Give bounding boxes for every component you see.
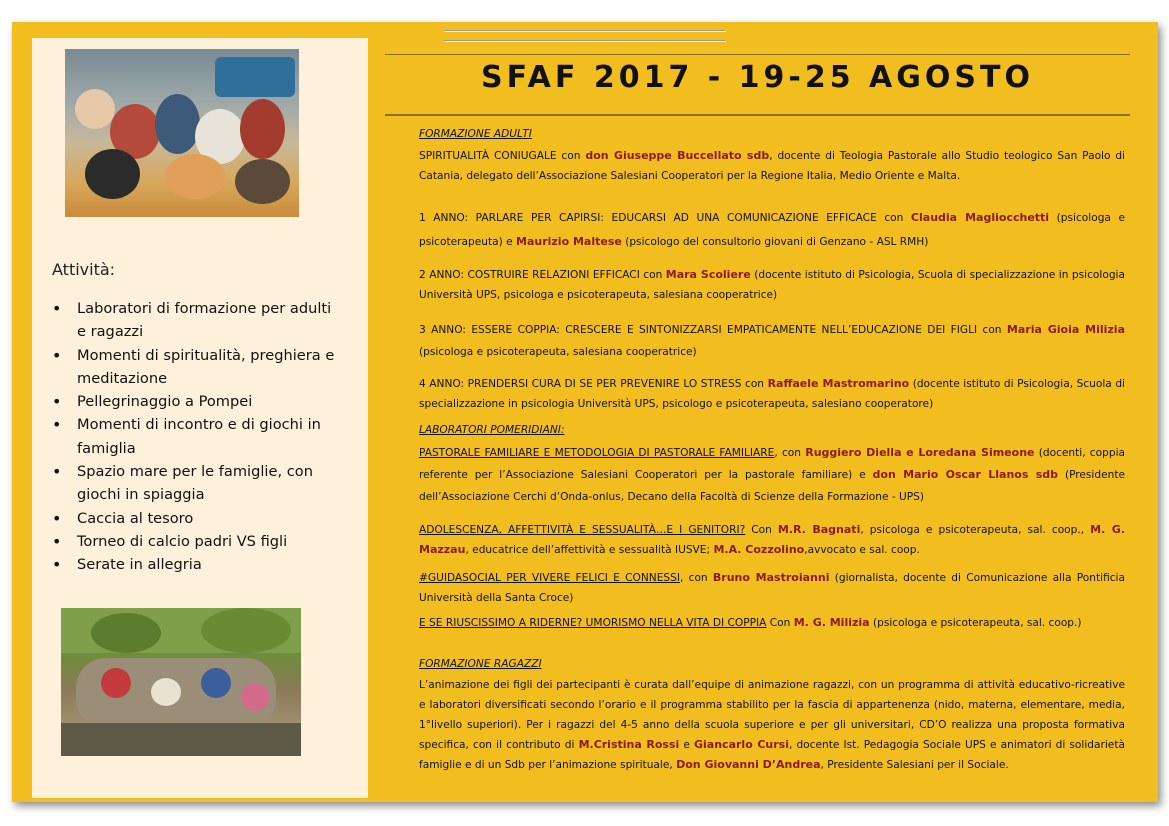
anno1-paragraph [419,206,1125,254]
ragazzi-heading: FORMAZIONE RAGAZZI [419,658,542,670]
text: e [679,739,694,751]
text: , con [774,447,806,459]
guidasocial-paragraph [419,568,1125,608]
activity-item: • Momenti di spiritualità, preghiera e meditazione [52,344,342,391]
anno2-paragraph [419,265,1125,305]
anno3-paragraph [419,319,1125,363]
text: 3 ANNO: ESSERE COPPIA: CRESCERE E SINTONIZZARSI EMPATICAMENTE NELL’EDUCAZIONE DEI FIGLI con [419,324,1007,336]
speaker-name: M. G. Milizia [793,616,870,629]
lab-title: PASTORALE FAMILIARE E METODOLOGIA DI PASTORALE FAMILIARE [419,447,775,459]
adulti-heading-block [419,124,1125,144]
text: L’animazione dei figli dei partecipanti è curata dall’equipe di animazione ragazzi, con un programma di attività educativo-ricreative e laboratori diversificati secondo l’orario e il programma stabilito per la fascia di appartenenza (nido, materna, elementare, media, 1°livello superiori). Per i ragazzi del 4-5 anno della scuola superiore e per gli universitari, CD’O realizza una proposta formativa specifica, con il contributo di [419,679,1125,751]
text: Con [766,617,794,629]
speaker-name: Claudia Magliocchetti [910,211,1050,224]
text: (docente istituto di Psicologia, Scuola di specializzazione in psicologia Università UPS, psicologo e psicoterapeuta, salesiano cooperatore) [419,378,1126,410]
text: Con [745,524,778,536]
title-rule-bottom [385,114,1130,116]
laboratori-heading-block [419,420,1125,440]
speaker-name: Ruggiero Diella e Loredana Simeone [805,446,1035,459]
group-photo-hall [65,49,299,217]
text: SPIRITUALITÀ CONIUGALE con [419,150,586,162]
activities-list [52,297,342,577]
text: (psicologo del consultorio giovani di Genzano - ASL RMH) [621,236,929,248]
activity-item: • Momenti di incontro e di giochi in famiglia [52,413,342,460]
speaker-name: M.Cristina Rossi [578,738,680,751]
activity-item: • Spazio mare per le famiglie, con giochi in spiaggia [52,460,342,507]
speaker-name: Maria Gioia Milizia [1006,323,1125,336]
activities-title: Attività: [52,260,116,279]
speaker-name: Don Giovanni D’Andrea [676,758,821,771]
text: 1 ANNO: PARLARE PER CAPIRSI: EDUCARSI AD UNA COMUNICAZIONE EFFICACE con [419,212,911,224]
anno4-paragraph [419,374,1125,414]
speaker-name: Bruno Mastroianni [712,571,830,584]
adulti-heading: FORMAZIONE ADULTI [419,128,532,140]
spiritualita-paragraph [419,146,1125,186]
activity-item: • Pellegrinaggio a Pompei [52,390,342,413]
activity-item: • Torneo di calcio padri VS figli [52,530,342,553]
text: 4 ANNO: PRENDERSI CURA DI SE PER PREVENIRE LO STRESS con [419,378,768,390]
lab-title: ADOLESCENZA, AFFETTIVITÀ E SESSUALITÀ…E I GENITORI? [419,524,746,536]
sidebar-divider-top [444,30,726,32]
page-title: SFAF 2017 - 19-25 AGOSTO [481,60,1034,95]
speaker-name: Raffaele Mastromarino [767,377,910,390]
text: ,avvocato e sal. coop. [804,544,920,556]
activity-item: • Laboratori di formazione per adulti e ragazzi [52,297,342,344]
text: (psicologa e psicoterapeuta, salesiana cooperatrice) [419,346,697,358]
text: (Presidente dell’Associazione Cerchi d’Onda-onlus, Decano della Facoltà di Scienze della Formazione - UPS) [419,469,1126,503]
title-rule-top [385,54,1130,55]
speaker-name: Mara Scoliere [665,268,751,281]
adolescenza-paragraph [419,520,1125,560]
speaker-name: M.A. Cozzolino [713,543,805,556]
text: , Presidente Salesiani per il Sociale. [820,759,1009,771]
text: , docente Ist. Pedagogia Sociale UPS e animatori di solidarietà famiglie e di un Sdb per l’animazione spirituale, [419,739,1125,771]
umorismo-paragraph [419,613,1125,633]
lab-title: #GUIDASOCIAL PER VIVERE FELICI E CONNESSI [419,572,680,584]
pastorale-paragraph [419,442,1125,508]
text: (psicologa e psicoterapeuta) e [419,212,1125,248]
text: , docente di Teologia Pastorale allo Studio teologico San Paolo di Catania, delegato dell’Associazione Salesiani Cooperatori per la Regione Italia, Medio Oriente e Malta. [419,150,1126,182]
speaker-name: Maurizio Maltese [516,235,622,248]
text: , psicologa e psicoterapeuta, sal. coop., [860,524,1091,536]
speaker-name: don Mario Oscar Llanos sdb [872,468,1059,481]
text: (docente istituto di Psicologia, Scuola di specializzazione in psicologia Università UPS, psicologa e psicoterapeuta, salesiana cooperatrice) [419,269,1125,301]
flyer-page [12,22,1158,802]
speaker-name: M.R. Bagnati [777,523,861,536]
sidebar-divider-bottom [444,40,726,42]
text: , con [679,572,713,584]
ragazzi-heading-block [419,654,1125,674]
text: (giornalista, docente di Comunicazione alla Pontificia Università della Santa Croce) [419,572,1125,604]
speaker-name: don Giuseppe Buccellato sdb [585,149,770,162]
speaker-name: M. G. Mazzau [419,523,1126,556]
text: (psicologa e psicoterapeuta, sal. coop.) [869,617,1082,629]
laboratori-heading: LABORATORI POMERIDIANI: [419,424,565,436]
ragazzi-paragraph [419,675,1125,775]
lab-title: E SE RIUSCISSIMO A RIDERNE? UMORISMO NELLA VITA DI COPPIA [419,617,767,629]
group-photo-amphitheater [61,608,301,756]
text: , educatrice dell’affettività e sessualità IUSVE; [465,544,714,556]
activity-item: • Caccia al tesoro [52,507,342,530]
speaker-name: Giancarlo Cursi [694,738,789,751]
activity-item: • Serate in allegria [52,553,342,576]
text: 2 ANNO: COSTRUIRE RELAZIONI EFFICACI con [419,269,666,281]
text: (docenti, coppia referente per l’Associazione Salesiani Cooperatori per la pastorale familiare) e [419,447,1126,481]
